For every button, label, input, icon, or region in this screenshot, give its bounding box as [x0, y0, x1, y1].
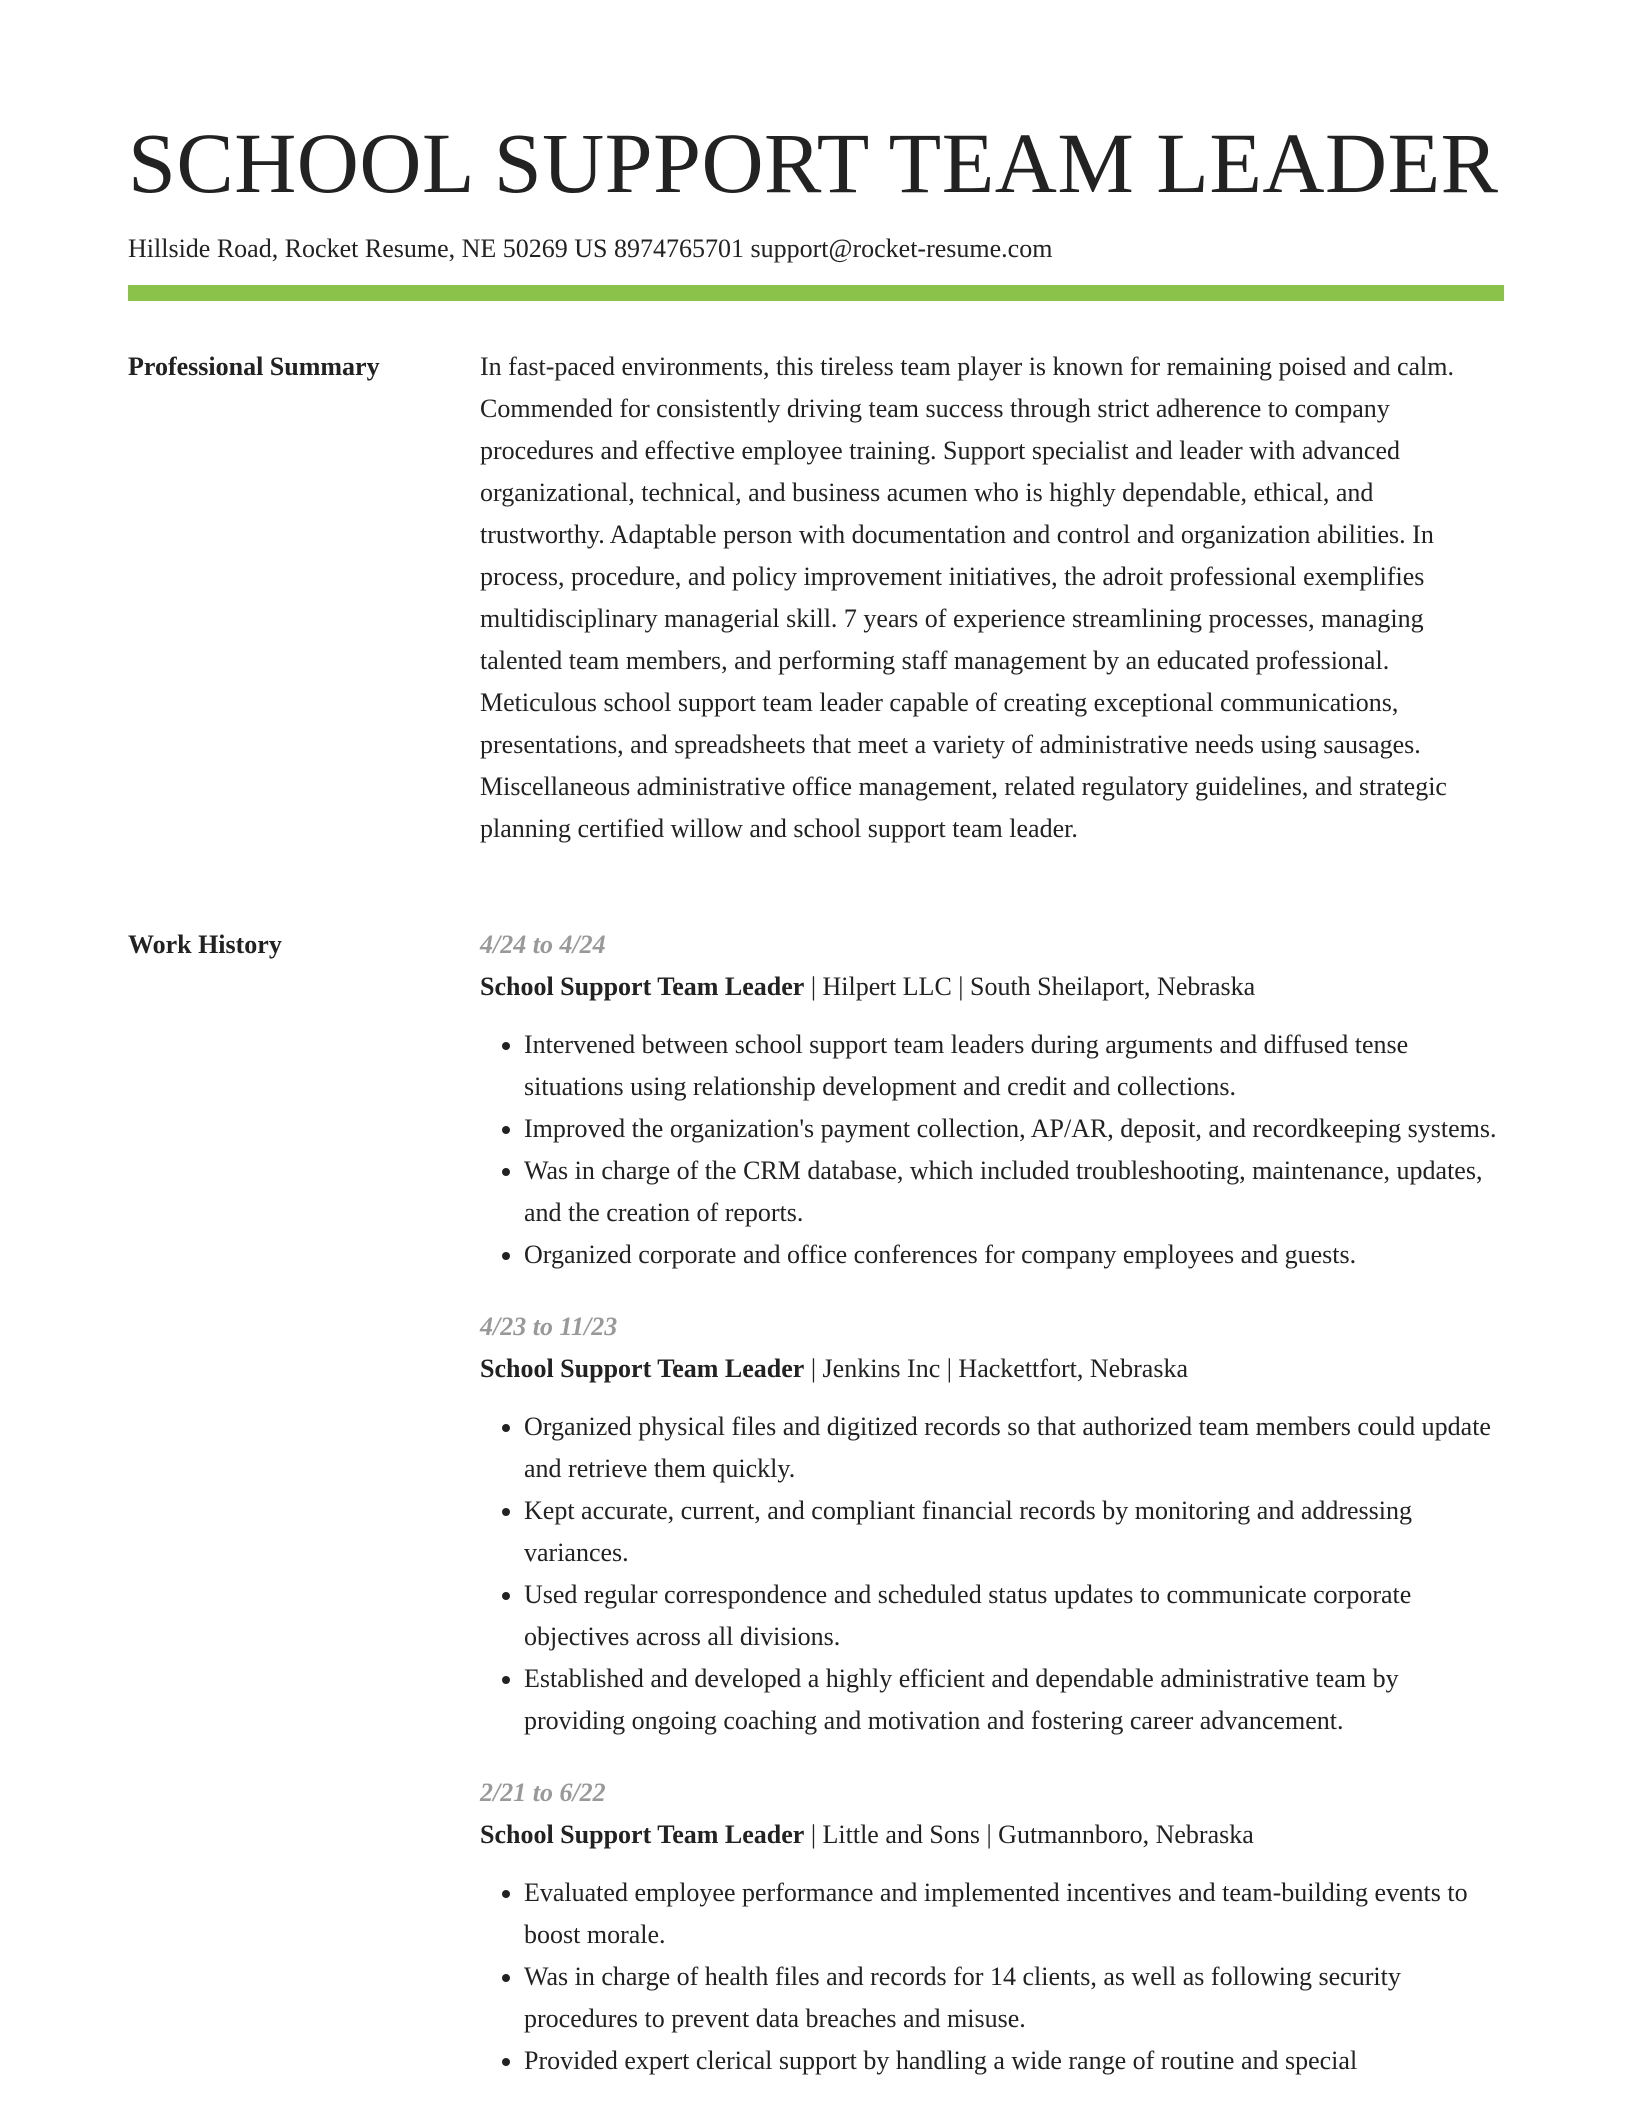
- job-bullet: • Organized physical files and digitized records so that authorized team members could update and retrieve them quickly.: [524, 1406, 1504, 1490]
- job-heading: [480, 1348, 1504, 1390]
- job-company-location: | Hilpert LLC | South Sheilaport, Nebraska: [804, 972, 1256, 1001]
- job-title: School Support Team Leader: [480, 972, 805, 1001]
- job-heading: [480, 966, 1504, 1008]
- section-title-summary: Professional Summary: [128, 352, 380, 381]
- job-bullet: • Evaluated employee performance and implemented incentives and team-building events to boost morale.: [524, 1872, 1504, 1956]
- resume-name: SCHOOL SUPPORT TEAM LEADER: [128, 115, 1499, 211]
- job-bullet: • Improved the organization's payment collection, AP/AR, deposit, and recordkeeping systems.: [524, 1108, 1504, 1150]
- job-bullets: [480, 1872, 1504, 2082]
- job-heading: [480, 1814, 1504, 1856]
- accent-divider: [128, 285, 1504, 301]
- summary-text: In fast-paced environments, this tireless team player is known for remaining poised and calm. Commended for consistently driving team success through strict adherence to company procedures and effective employee training. Support specialist and leader with advanced organizational, technical, and business acumen who is highly dependable, ethical, and trustworthy. Adaptable person with documentation and control and organization abilities. In process, procedure, and policy improvement initiatives, the adroit professional exemplifies multidisciplinary managerial skill. 7 years of experience streamlining processes, managing talented team members, and performing staff management by an educated professional. Meticulous school support team leader capable of creating exceptional communications, presentations, and spreadsheets that meet a variety of administrative needs using sausages. Miscellaneous administrative office management, related regulatory guidelines, and strategic planning certified willow and school support team leader.: [480, 352, 1454, 843]
- section-title-work-history: Work History: [128, 930, 282, 959]
- contact-line: Hillside Road, Rocket Resume, NE 50269 US 8974765701 support@rocket-resume.com: [128, 234, 1053, 263]
- job-entry: [480, 1772, 1504, 2082]
- job-company-location: | Little and Sons | Gutmannboro, Nebraska: [804, 1820, 1254, 1849]
- job-dates: 2/21 to 6/22: [480, 1778, 606, 1807]
- job-bullet: • Used regular correspondence and scheduled status updates to communicate corporate objectives across all divisions.: [524, 1574, 1504, 1658]
- job-bullet: • Organized corporate and office conferences for company employees and guests.: [524, 1234, 1504, 1276]
- job-company-location: | Jenkins Inc | Hackettfort, Nebraska: [804, 1354, 1188, 1383]
- job-bullets: [480, 1406, 1504, 1742]
- job-dates: 4/23 to 11/23: [480, 1312, 618, 1341]
- job-bullet: • Established and developed a highly efficient and dependable administrative team by providing ongoing coaching and motivation and fostering career advancement.: [524, 1658, 1504, 1742]
- job-bullet: • Was in charge of the CRM database, which included troubleshooting, maintenance, updates, and the creation of reports.: [524, 1150, 1504, 1234]
- job-bullet: • Was in charge of health files and records for 14 clients, as well as following security procedures to prevent data breaches and misuse.: [524, 1956, 1504, 2040]
- job-bullet: • Kept accurate, current, and compliant financial records by monitoring and addressing variances.: [524, 1490, 1504, 1574]
- job-entry: [480, 924, 1504, 1276]
- job-list: [480, 924, 1504, 2112]
- job-entry: [480, 1306, 1504, 1742]
- job-title: School Support Team Leader: [480, 1354, 805, 1383]
- job-bullet: • Provided expert clerical support by handling a wide range of routine and special: [524, 2040, 1504, 2082]
- job-title: School Support Team Leader: [480, 1820, 805, 1849]
- job-dates: 4/24 to 4/24: [480, 930, 606, 959]
- job-bullets: [480, 1024, 1504, 1276]
- job-bullet: • Intervened between school support team leaders during arguments and diffused tense situations using relationship development and credit and collections.: [524, 1024, 1504, 1108]
